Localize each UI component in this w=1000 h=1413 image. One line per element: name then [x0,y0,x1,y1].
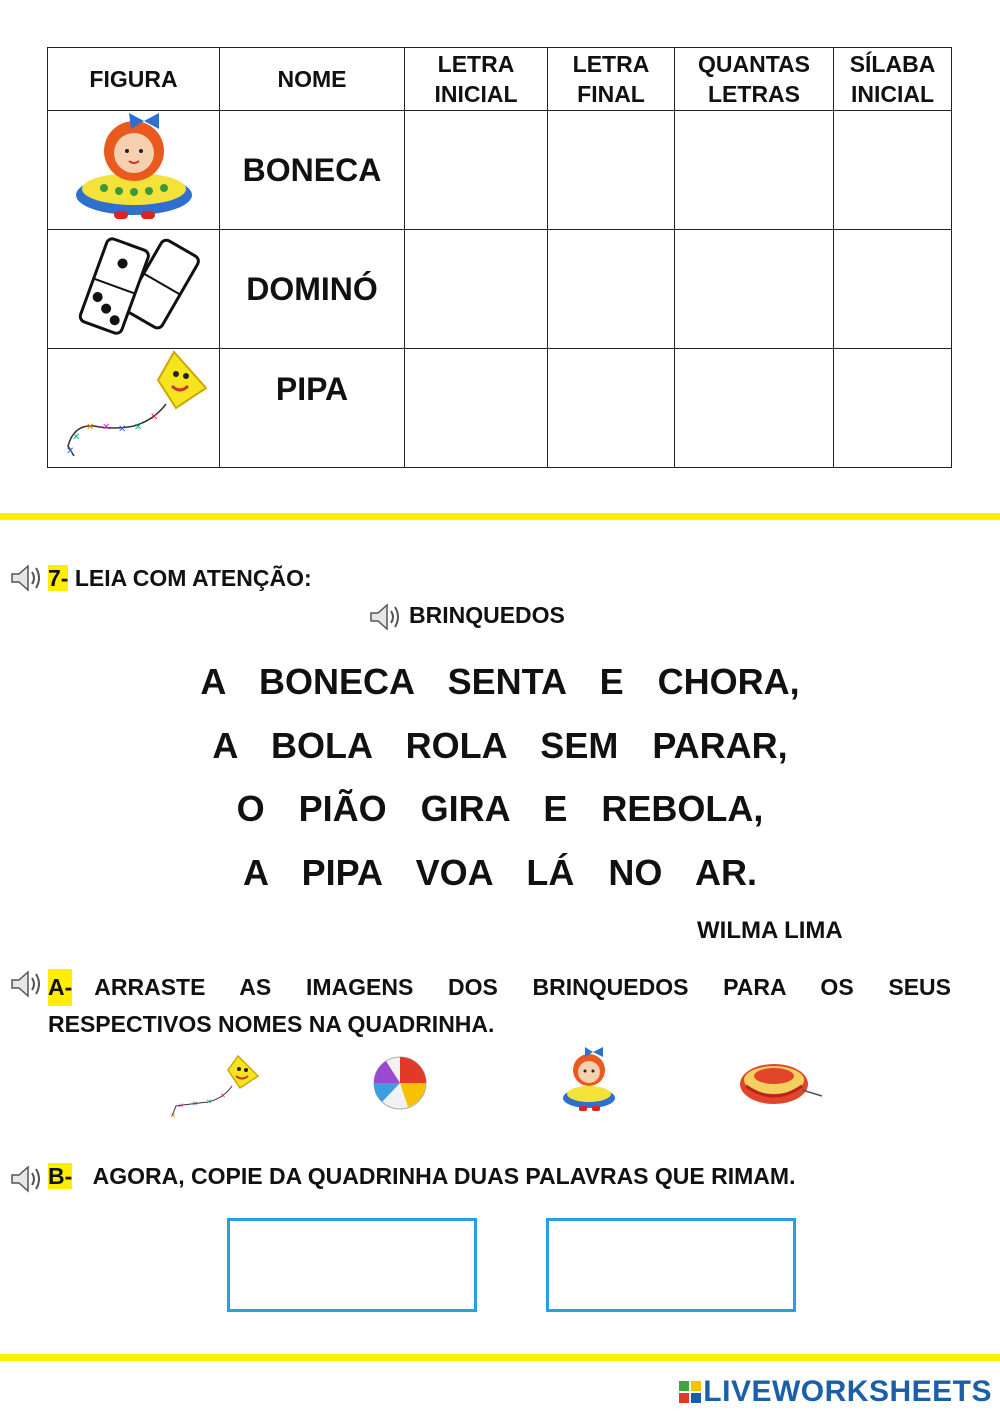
svg-text:✕: ✕ [170,1112,176,1120]
draggable-spinning-top-image[interactable] [736,1052,824,1112]
liveworksheets-logo [679,1375,992,1409]
table-row [48,111,952,230]
svg-text:✕: ✕ [220,1092,226,1100]
question-a-line-1 [48,969,951,1006]
svg-text:✕: ✕ [133,421,142,433]
answer-cell-silaba-inicial[interactable] [834,230,952,349]
svg-text:✕: ✕ [149,411,158,423]
section-number: 7- [48,565,69,591]
table-header-row [48,48,952,111]
divider [0,513,1000,520]
header-letra-inicial: LETRA INICIAL [405,48,548,111]
name-cell: BONECA [220,111,405,230]
answer-cell-letra-inicial[interactable] [405,230,548,349]
svg-text:✕: ✕ [178,1102,184,1110]
header-figura: FIGURA [48,48,220,111]
rhyme-answer-box-1[interactable] [227,1218,477,1312]
answer-cell-letra-inicial[interactable] [405,111,548,230]
answer-cell-letra-final[interactable] [548,349,675,468]
answer-cell-silaba-inicial[interactable] [834,349,952,468]
svg-text:✕: ✕ [117,423,126,435]
question-b [48,1163,795,1190]
poem-line: A BOLA ROLA SEM PARAR, [212,725,788,766]
answer-cell-quantas-letras[interactable] [675,111,834,230]
poem-title: BRINQUEDOS [409,602,565,628]
answer-cell-letra-final[interactable] [548,111,675,230]
section-instruction: LEIA COM ATENÇÃO: [74,565,312,591]
question-a-text-line-1: ARRASTE AS IMAGENS DOS BRINQUEDOS PARA OS SEUS [94,974,951,1000]
answer-cell-quantas-letras[interactable] [675,230,834,349]
answer-cell-quantas-letras[interactable] [675,349,834,468]
question-a [48,969,951,1043]
header-silaba-inicial: SÍLABA INICIAL [834,48,952,111]
question-label: B- [48,1163,73,1189]
name-cell: PIPA [220,349,405,468]
svg-text:✕: ✕ [206,1098,212,1106]
word-analysis-table [47,47,952,468]
logo-mark-icon [679,1377,701,1399]
svg-text:✕: ✕ [65,445,74,457]
poem-author: WILMA LIMA [697,917,843,944]
draggable-kite-image[interactable] [168,1054,260,1122]
question-a-text-line-2: RESPECTIVOS NOMES NA QUADRINHA. [48,1011,495,1037]
question-b-text: AGORA, COPIE DA QUADRINHA DUAS PALAVRAS QUE RIMAM. [92,1163,796,1189]
brand-text: LIVEWORKSHEETS [703,1375,992,1408]
poem-line: A PIPA VOA LÁ NO AR. [242,852,757,893]
draggable-ball-image[interactable] [372,1055,428,1111]
kite-image [54,350,214,462]
answer-cell-letra-final[interactable] [548,230,675,349]
speaker-icon[interactable] [9,1164,45,1194]
speaker-icon[interactable] [9,969,45,999]
poem-line: O PIÃO GIRA E REBOLA, [236,788,764,829]
answer-cell-silaba-inicial[interactable] [834,111,952,230]
speaker-icon[interactable] [9,563,45,593]
header-nome: NOME [220,48,405,111]
svg-text:✕: ✕ [71,431,80,443]
table-row [48,349,952,468]
figure-cell [48,349,220,468]
header-letra-final: LETRA FINAL [548,48,675,111]
domino-image [64,232,204,342]
draggable-doll-image[interactable] [557,1046,621,1114]
rhyme-answer-box-2[interactable] [546,1218,796,1312]
figure-cell [48,230,220,349]
name-cell: DOMINÓ [220,230,405,349]
doll-image [59,113,209,223]
question-label: A- [48,969,72,1006]
svg-text:✕: ✕ [192,1100,198,1108]
header-quantas-letras: QUANTAS LETRAS [675,48,834,111]
divider [0,1354,1000,1361]
poem-line: A BONECA SENTA E CHORA, [200,661,800,702]
section-7-heading [48,565,312,592]
answer-cell-letra-inicial[interactable] [405,349,548,468]
svg-text:✕: ✕ [85,421,94,433]
speaker-icon[interactable] [368,602,404,632]
svg-text:✕: ✕ [101,421,110,433]
figure-cell [48,111,220,230]
table-row [48,230,952,349]
